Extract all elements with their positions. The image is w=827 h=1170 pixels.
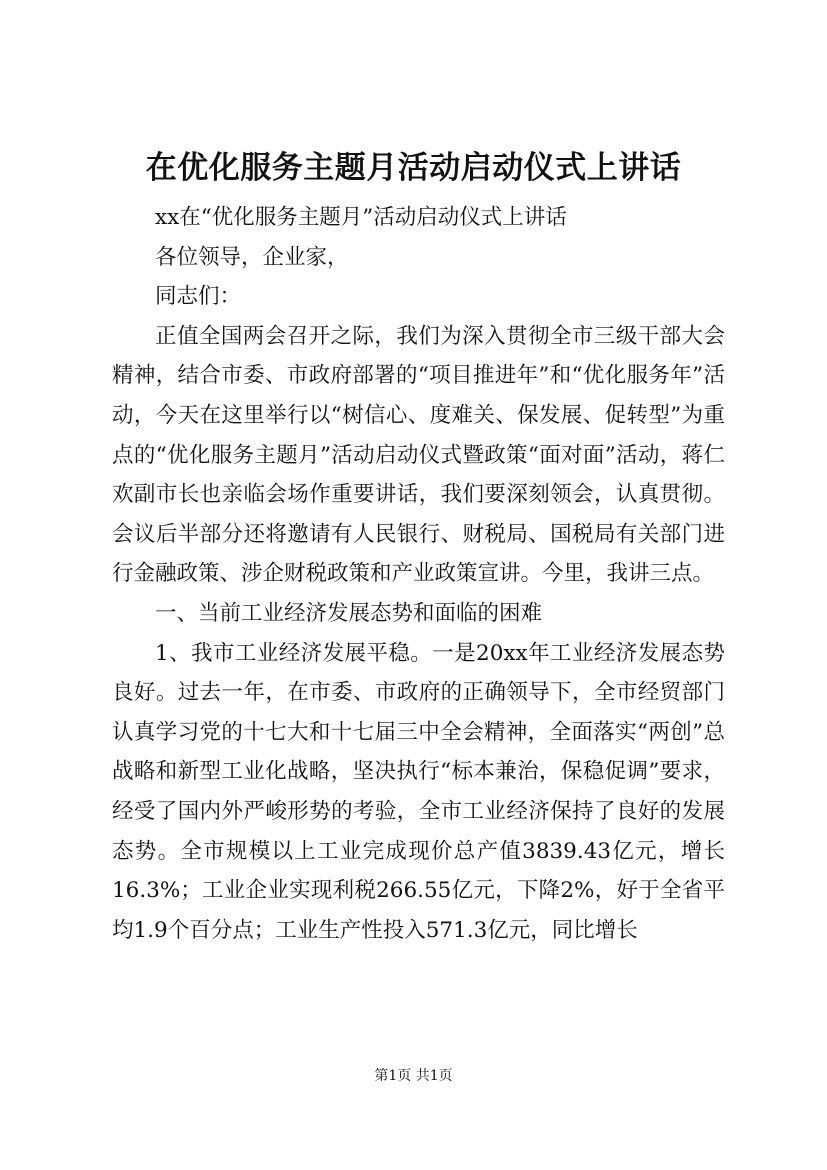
salutation-comrades: 同志们： [155,284,242,310]
page-footer: 第1页 共1页 [374,1068,453,1084]
section-paragraph: 1、我市工业经济发展平稳。一是20xx年工业经济发展态势良好。过去一年，在市委、市政府的正确领导下，全市经贸部门认真学习党的十七大和十七届三中全会精神，全面落实“两创”总战略和新型工业化战略，坚决执行“标本兼治，保稳促调”要求，经受了国内外严峻形势的考验，全市工业经济保持了良好的发展态势。全市规模以上工业完成现价总产值3839.43亿元，增长16.3%；工业企业实现利税266.55亿元，下降2%，好于全省平均1.9个百分点；工业生产性投入571.3亿元，同比增长 [112,640,725,943]
section-heading: 一、当前工业经济发展态势和面临的困难 [155,600,543,626]
document-title: 在优化服务主题月活动启动仪式上讲话 [145,150,682,186]
speech-subtitle: xx在“优化服务主题月”活动启动仪式上讲话 [155,205,567,230]
opening-paragraph: 正值全国两会召开之际，我们为深入贯彻全市三级干部大会精神，结合市委、市政府部署的“项目推进年”和“优化服务年”活动，今天在这里举行以“树信心、度难关、保发展、促转型”为重点的“优化服务主题月”活动启动仪式暨政策“面对面”活动，蒋仁欢副市长也亲临会场作重要讲话，我们要深刻领会，认真贯彻。会议后半部分还将邀请有人民银行、财税局、国税局有关部门进行金融政策、涉企财税政策和产业政策宣讲。今里，我讲三点。 [112,323,725,587]
salutation-leaders: 各位领导，企业家， [155,244,349,270]
document-body [112,198,725,950]
